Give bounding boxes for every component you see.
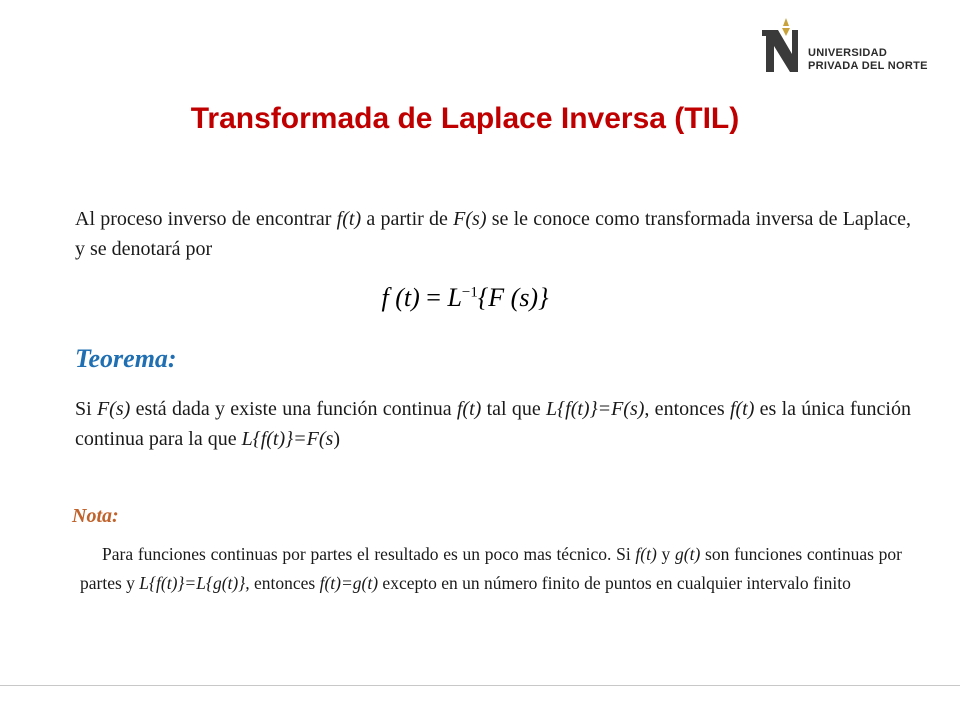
note-heading: Nota: (72, 505, 119, 527)
theorem-paragraph: Si F(s) está dada y existe una función continua f(t) tal que L{f(t)}=F(s), entonces f(t) es la única función continua para la que L{f(t)}=F(s) (75, 398, 911, 450)
footer-divider (0, 685, 960, 686)
logo-text-line1: UNIVERSIDAD (808, 47, 888, 59)
inverse-laplace-equation: f $(t) = L^{-1}\{F$ (s)} (381, 283, 549, 312)
university-logo (756, 16, 946, 76)
intro-paragraph: Al proceso inverso de encontrar f(t) a partir de F(s) se le conoce como transformada inversa de Laplace, y se denotará por (75, 208, 911, 260)
theorem-heading: Teorema: (75, 344, 177, 373)
slide-title: Transformada de Laplace Inversa (TIL) (190, 102, 740, 135)
note-paragraph: Para funciones continuas por partes el resultado es un poco mas técnico. Si f(t) y g(t) son funciones continuas por partes y L{f(t)}=L{g(t)}, entonces f(t)=g(t) excepto en un número finito de puntos en cualquier intervalo finito (80, 544, 902, 593)
upn-logo-icon (756, 16, 806, 76)
logo-text-line2: PRIVADA DEL NORTE (808, 60, 928, 72)
